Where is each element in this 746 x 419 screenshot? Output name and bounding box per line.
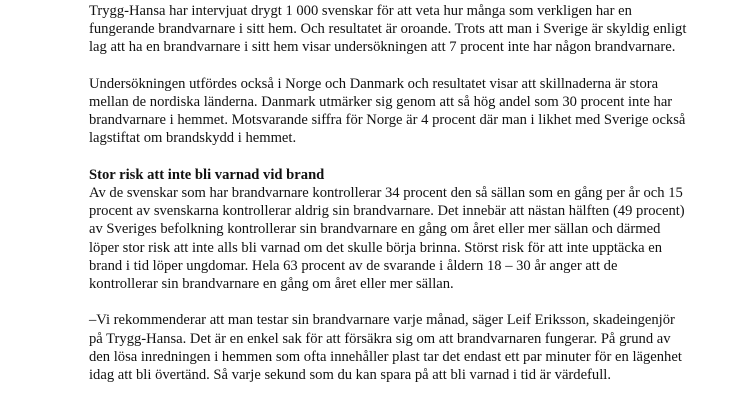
intro-paragraph: Trygg-Hansa har intervjuat drygt 1 000 svenskar för att veta hur många som verkligen har en fungerande brandvarnare i sitt hem. Och resultatet är oroande. Trots att man i Sverige är skyldig enligt lag att ha en brandvarnare i sitt hem visar undersökningen att 7 procent inte har någon brandvarnare. <box>89 3 687 56</box>
section-heading: Stor risk att inte bli varnad vid brand <box>89 166 325 183</box>
document-page <box>89 2 689 402</box>
nordic-comparison-paragraph: Undersökningen utfördes också i Norge och Danmark och resultatet visar att skillnaderna är stora mellan de nordiska länderna. Danmark utmärker sig genom att så hög andel som 30 procent inte har brandvarnare i hemmet. Motsvarande siffra för Norge är 4 procent där man i likhet med Sverige också lagstiftat om brandskydd i hemmet. <box>89 75 686 147</box>
quote-paragraph: –Vi rekommenderar att man testar sin brandvarnare varje månad, säger Leif Eriksson, skadeingenjör på Trygg-Hansa. Det är en enkel sak för att försäkra sig om att brandvarnaren fungerar. På grund av den lösa inredningen i hemmen som ofta innehåller plast tar det endast ett par minuter för en lägenhet idag att bli övertänd. Så varje sekund som du kan spara på att bli varnad i tid är värdefull. <box>89 312 682 384</box>
risk-paragraph: Av de svenskar som har brandvarnare kontrollerar 34 procent den så sällan som en gång per år och 15 procent av svenskarna kontrollerar aldrig sin brandvarnare. Det innebär att nästan hälften (49 procent) av Sveriges befolkning kontrollerar sin brandvarnare en gång om året eller mer sällan och därmed löper stor risk att inte alls bli varnad om det skulle börja brinna. Störst risk för att inte upptäcka en brand i tid löper ungdomar. Hela 63 procent av de svarande i åldern 18 – 30 år anger att de kontrollerar sin brandvarnare en gång om året eller mer sällan. <box>89 185 685 293</box>
